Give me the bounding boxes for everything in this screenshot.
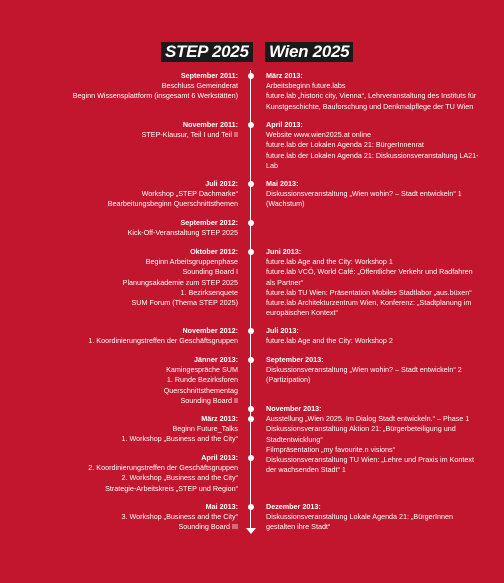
timeline-dot-icon xyxy=(248,406,254,412)
right-entry xyxy=(266,71,481,112)
timeline-dot-icon xyxy=(248,181,254,187)
left-entry xyxy=(88,453,238,494)
entry-item: Website www.wien2025.at online xyxy=(266,130,371,140)
entry-item: Planungsakademie zum STEP 2025 xyxy=(122,277,238,287)
left-entry xyxy=(128,218,238,238)
entry-date: April 2013: xyxy=(201,453,238,462)
entry-item: 1. Workshop „Business and the City“ xyxy=(121,434,238,444)
entry-item: Beginn Future_Talks xyxy=(172,424,238,434)
timeline-dot-icon xyxy=(248,122,254,128)
right-entry xyxy=(266,502,481,533)
timeline-dot-icon xyxy=(248,249,254,255)
step-2025-heading: STEP 2025 xyxy=(161,42,253,62)
entry-item: Querschnittsthementag xyxy=(163,385,238,395)
entry-date: März 2013: xyxy=(266,71,303,80)
entry-item: future.lab „historic city, Vienna“, Lehrveranstaltung des Instituts für Kunstgeschichte, Bauforschung und Denkmalpflege der TU Wien xyxy=(266,91,477,111)
entry-date: September 2013: xyxy=(266,355,324,364)
right-entry xyxy=(266,326,481,346)
entry-item: 1. Koordinierungstreffen der Geschäftsgruppen xyxy=(88,336,238,346)
timeline-dot-icon xyxy=(248,220,254,226)
entry-item: Diskussionsveranstaltung TU Wien: „Lehre und Praxis im Kontext der wachsenden Stadt“ 1 xyxy=(266,455,474,475)
entry-item: 1. Bezirksenquete xyxy=(180,287,238,297)
timeline-line xyxy=(250,70,251,530)
entry-date: Oktober 2012: xyxy=(190,247,238,256)
entry-date: Juli 2012: xyxy=(205,179,238,188)
entry-item: Sounding Board III xyxy=(178,522,238,532)
entry-item: 1. Runde Bezirksforen xyxy=(166,375,238,385)
entry-date: Juli 2013: xyxy=(266,326,299,335)
entry-item: 3. Workshop „Business and the City“ xyxy=(121,512,238,522)
entry-item: Sounding Board I xyxy=(182,267,238,277)
timeline-dot-icon xyxy=(248,357,254,363)
entry-date: Dezember 2013: xyxy=(266,502,321,511)
entry-item: Arbeitsbeginn future.labs xyxy=(266,81,346,91)
entry-item: 2. Workshop „Business and the City“ xyxy=(121,473,238,483)
entry-date: März 2013: xyxy=(201,414,238,423)
left-entry xyxy=(123,247,238,308)
entry-date: November 2011: xyxy=(182,120,238,129)
entry-item: future.lab Age and the City: Workshop 2 xyxy=(266,336,393,346)
right-entry xyxy=(266,179,481,210)
timeline-dot-icon xyxy=(248,416,254,422)
entry-item: Kick-Off-Veranstaltung STEP 2025 xyxy=(127,228,238,238)
left-entry xyxy=(73,71,238,102)
timeline-dot-icon xyxy=(248,73,254,79)
entry-item: Filmpräsentation „my favourite.n visions“ xyxy=(266,444,396,454)
entry-item: future.lab Architekturzentrum Wien, Konferenz: „Stadtplanung im europäischen Kontext“ xyxy=(266,298,472,318)
entry-date: November 2013: xyxy=(266,404,322,413)
timeline-dot-icon xyxy=(248,455,254,461)
entry-date: Mai 2013: xyxy=(266,179,299,188)
entry-item: Bearbeitungsbeginn Querschnittsthemen xyxy=(107,199,238,209)
entry-item: future.lab der Lokalen Agenda 21: BürgerInnenrat xyxy=(266,140,424,150)
entry-item: future.lab TU Wien: Präsentation Mobiles Stadtlabor „aus.büxen“ xyxy=(266,287,472,297)
entry-item: Workshop „STEP Dachmarke“ xyxy=(141,189,238,199)
entry-item: Ausstellung „Wien 2025. Im Dialog Stadt entwickeln.“ – Phase 1 xyxy=(266,414,470,424)
right-entry xyxy=(266,355,481,386)
timeline-dot-icon xyxy=(248,504,254,510)
entry-date: Mai 2013: xyxy=(205,502,238,511)
wien-2025-heading: Wien 2025 xyxy=(265,42,353,62)
entry-item: future.lab Age and the City: Workshop 1 xyxy=(266,257,393,267)
entry-item: Beginn Wissensplattform (insgesamt 6 Werkstätten) xyxy=(72,91,238,101)
entry-item: Sounding Board II xyxy=(180,395,238,405)
entry-item: STEP-Klausur, Teil I und Teil II xyxy=(141,130,238,140)
right-entry xyxy=(266,404,481,475)
left-entry xyxy=(164,355,238,406)
entry-date: September 2011: xyxy=(180,71,238,80)
entry-item: future.lab der Lokalen Agenda 21: Diskussionsveranstaltung LA21-Lab xyxy=(266,150,479,170)
left-entry xyxy=(142,120,238,140)
entry-item: Kamingespräche SUM xyxy=(166,365,238,375)
entry-item: Diskussionsveranstaltung Aktion 21: „Bürgerbeteiligung und Stadtentwicklung“ xyxy=(266,424,456,444)
right-entry xyxy=(266,247,481,318)
entry-item: Beschluss Gemeinderat xyxy=(161,81,238,91)
right-entry xyxy=(266,120,481,171)
entry-item: SUM Forum (Thema STEP 2025) xyxy=(131,298,238,308)
entry-item: Diskussionsveranstaltung „Wien wohin? – Stadt entwickeln“ 1 (Wachstum) xyxy=(266,189,462,209)
entry-item: 2. Koordinierungstreffen der Geschäftsgruppen xyxy=(88,463,238,473)
left-entry xyxy=(121,502,238,533)
timeline-arrow-icon xyxy=(246,528,256,534)
entry-item: Diskussionsveranstaltung „Wien wohin? – Stadt entwickeln“ 2 (Partizipation) xyxy=(266,365,462,385)
entry-date: November 2012: xyxy=(182,326,238,335)
left-entry xyxy=(108,179,238,210)
entry-item: Beginn Arbeitsgruppenphase xyxy=(145,257,238,267)
entry-item: Strategie-Arbeitskreis „STEP und Region“ xyxy=(105,483,238,493)
timeline-dot-icon xyxy=(248,328,254,334)
left-entry xyxy=(88,326,238,346)
entry-date: Juni 2013: xyxy=(266,247,302,256)
entry-date: September 2012: xyxy=(180,218,238,227)
entry-date: April 2013: xyxy=(266,120,303,129)
entry-date: Jänner 2013: xyxy=(194,355,238,364)
entry-item: future.lab VCÖ, World Café: „Öffentlicher Verkehr und Radfahren als Partner“ xyxy=(266,267,473,287)
entry-item: Diskussionsveranstaltung Lokale Agenda 21: „BürgerInnen gestalten ihre Stadt“ xyxy=(266,512,453,532)
left-entry xyxy=(121,414,238,445)
